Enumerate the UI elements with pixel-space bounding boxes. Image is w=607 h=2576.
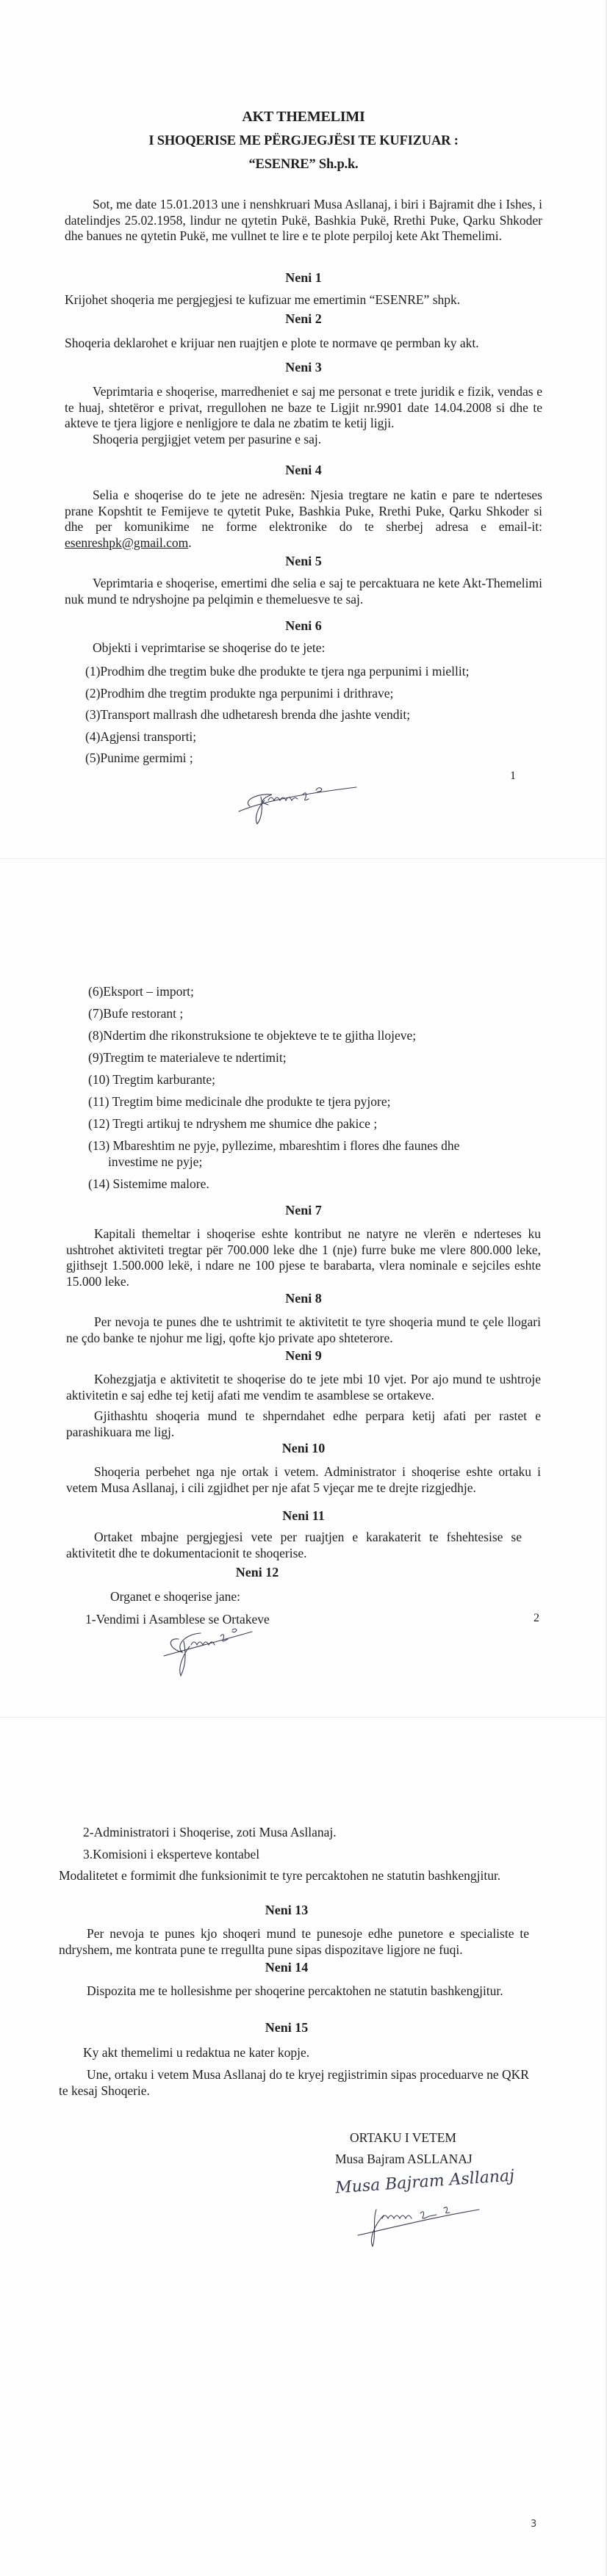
article-5-heading: Neni 5 (285, 554, 322, 568)
signatory-role: ORTAKU I VETEM (350, 2130, 456, 2145)
signature-icon (354, 2195, 486, 2250)
article-12-text: Modalitetet e formimit dhe funksionimit te tyre percaktohen ne statutin bashkengjitur. (59, 1868, 501, 1883)
activity-item-continuation: investime ne pyje; (108, 1154, 203, 1169)
activity-item: (8)Ndertim dhe rikonstruksione te objekteve te te gjitha llojeve; (88, 1028, 417, 1043)
article-10-text: Shoqeria perbehet nga nje ortak i vetem. Administrator i shoqerise eshte ortaku i vetem Musa Asllanaj, i cili zgjidhet per nje afat 5 vjeçar me te drejte rizgjedhje. (66, 1464, 541, 1495)
activity-item: (9)Tregtim te materialeve te ndertimit; (88, 1050, 287, 1065)
article-2-heading: Neni 2 (285, 311, 322, 326)
article-6-heading: Neni 6 (285, 618, 322, 633)
article-15-text: Ky akt themelimi u redaktua ne kater kopje. (83, 2045, 310, 2060)
article-15-text-2: Une, ortaku i vetem Musa Asllanaj do te kryej regjistrimin sipas proceduarve ne QKR te kesaj Shoqerie. (59, 2067, 529, 2098)
article-15-heading: Neni 15 (265, 2020, 309, 2035)
activity-item: (4)Agjensi transporti; (85, 729, 197, 744)
activity-item: (7)Bufe restorant ; (88, 1006, 184, 1021)
activity-item: (6)Eksport – import; (88, 984, 194, 999)
article-3-text-2: Shoqeria pergjigjet vetem per pasurine e saj. (93, 432, 322, 446)
activity-item: (14) Sistemime malore. (88, 1176, 209, 1191)
article-13-text: Per nevoja te punes kjo shoqeri mund te punesoje edhe punetore e specialiste te ndryshem, me kontrata pune te rregullta pune sipas dispozitave ligjore ne fuqi. (59, 1926, 529, 1957)
page-number: 2 (534, 1612, 539, 1624)
article-5-text: Veprimtaria e shoqerise, emertimi dhe selia e saj te percaktuara ne kete Akt-Themelimi nuk mund te ndryshojne pa pelqimin e themeluesve te saj. (65, 576, 542, 607)
article-4-end: . (188, 535, 192, 550)
article-8-heading: Neni 8 (285, 1291, 322, 1306)
activity-item: (1)Prodhim dhe tregtim buke dhe produkte te tjera nga perpunimi i miellit; (85, 664, 470, 679)
article-14-text: Dispozita me te hollesishme per shoqerine percaktohen ne statutin bashkengjitur. (87, 1983, 503, 1998)
organ-item: 1-Vendimi i Asamblese se Ortakeve (85, 1612, 270, 1627)
handwritten-signature-name: Musa Bajram Asllanaj (334, 2166, 515, 2198)
article-7-heading: Neni 7 (285, 1203, 322, 1218)
article-9-text: Kohezgjatja e aktivitetit te shoqerise do te jete mbi 10 vjet. Por ajo mund te ushtroje aktivitetin e saj edhe tej ketij afati me vendim te asamblese se ortakeve. (66, 1372, 541, 1403)
article-4-text (65, 488, 542, 551)
article-11-text: Ortaket mbajne pergjegjesi vete per ruajtjen e karakaterit te fshehtesise se aktivitetit dhe te dokumentacionit te shoqerise. (66, 1530, 522, 1560)
article-3-heading: Neni 3 (285, 360, 322, 375)
article-1-heading: Neni 1 (285, 270, 322, 285)
article-9-text-2: Gjithashtu shoqeria mund te shperndahet edhe perpara ketij afati per rastet e parashikuara me ligj. (66, 1408, 541, 1439)
page-number: 3 (531, 2519, 537, 2530)
article-1-text: Krijohet shoqeria me pergjegjesi te kufizuar me emertimin “ESENRE” shpk. (65, 292, 461, 307)
activity-item: (2)Prodhim dhe tregtim produkte nga perpunimi i drithrave; (85, 686, 394, 701)
article-7-text: Kapitali themeltar i shoqerise eshte kontribut ne natyre ne vlerën e nderteses ku ushtrohet aktiviteti tregtar për 700.000 leke dhe 1 (nje) furre buke me vlere 800.000 leke, gjithsejt 1.500.000 lekë, i ndare ne 100 pjese te barabarta, vlera nominale e sejciles eshte 15.000 leke. (66, 1226, 541, 1289)
page-3 (0, 1717, 607, 2576)
article-8-text: Per nevoja te punes dhe te ushtrimit te aktivitetit te tyre shoqeria mund te çele llogari ne çdo banke te njohur me ligj, qofte kjo private apo shteterore. (66, 1314, 541, 1345)
article-13-heading: Neni 13 (265, 1903, 309, 1917)
signature-icon (235, 778, 360, 830)
email-link[interactable]: esenreshpk@gmail.com (65, 535, 189, 550)
article-9-heading: Neni 9 (285, 1348, 322, 1363)
article-2-text: Shoqeria deklarohet e krijuar nen ruajtjen e plote te normave qe permban ky akt. (65, 336, 479, 350)
signature-icon (160, 1623, 256, 1678)
page-1 (0, 0, 607, 858)
article-12-intro: Organet e shoqerise jane: (110, 1589, 241, 1604)
article-11-heading: Neni 11 (282, 1508, 325, 1523)
page-number: 1 (510, 770, 516, 782)
organ-item: 2-Administratori i Shoqerise, zoti Musa Asllanaj. (83, 1825, 337, 1839)
article-10-heading: Neni 10 (281, 1441, 326, 1455)
intro-paragraph: Sot, me date 15.01.2013 une i nenshkruari Musa Asllanaj, i biri i Bajramit dhe i Ishes, i datelindjes 25.02.1958, lindur ne qytetin Pukë, Bashkia Pukë, Rrethi Puke, Qarku Shkoder dhe banues ne qytetin Pukë, me vullnet te lire e te plote perpiloj kete Akt Themelimi. (65, 197, 542, 243)
article-3-text: Veprimtaria e shoqerise, marredheniet e saj me personat e trete juridik e fizik, vendas e te huaj, shtetëror e privat, rregullohen ne baze te Ligjit nr.9901 date 14.04.2008 si dhe te akteve te tjera ligjore e nenligjore te dala ne zbatim te ketij ligji. (65, 384, 542, 430)
page-2 (0, 858, 607, 1718)
activity-item: (10) Tregtim karburante; (88, 1072, 216, 1087)
article-12-heading: Neni 12 (235, 1565, 279, 1580)
signature-initials (354, 2195, 486, 2254)
activity-item: (12) Tregti artikuj te ndryshem me shumice dhe pakice ; (88, 1116, 378, 1131)
document-subtitle: I SHOQERISE ME PËRGJEGJËSI TE KUFIZUAR : (148, 134, 459, 148)
article-4-heading: Neni 4 (285, 463, 322, 477)
document-title: AKT THEMELIMI (242, 109, 365, 125)
activity-item: (3)Transport mallrash dhe udhetaresh brenda dhe jashte vendit; (85, 707, 411, 722)
company-name: “ESENRE” Sh.p.k. (248, 157, 359, 172)
signature-initials (235, 778, 360, 833)
activity-item: (11) Tregtim bime medicinale dhe produkte te tjera pyjore; (88, 1094, 391, 1109)
signature-initials (160, 1623, 256, 1682)
article-6-intro: Objekti i veprimtarise se shoqerise do te jete: (93, 640, 326, 655)
activity-item: (5)Punime germimi ; (85, 750, 193, 765)
activity-item: (13) Mbareshtim ne pyje, pyllezime, mbareshtim i flores dhe faunes dhe (88, 1138, 460, 1153)
signatory-name: Musa Bajram ASLLANAJ (335, 2152, 473, 2166)
article-14-heading: Neni 14 (265, 1960, 309, 1975)
article-4-body: Selia e shoqerise do te jete ne adresën: Njesia tregtare ne katin e pare te nderteses prane Kopshtit te Femijeve te qytetit Puke, Bashkia Puke, Rrethi Puke, Qarku Shkoder si dhe per komunikime ne forme elektronike do te sherbej adresa e email-it: (65, 488, 542, 534)
organ-item: 3.Komisioni i eksperteve kontabel (83, 1847, 260, 1862)
